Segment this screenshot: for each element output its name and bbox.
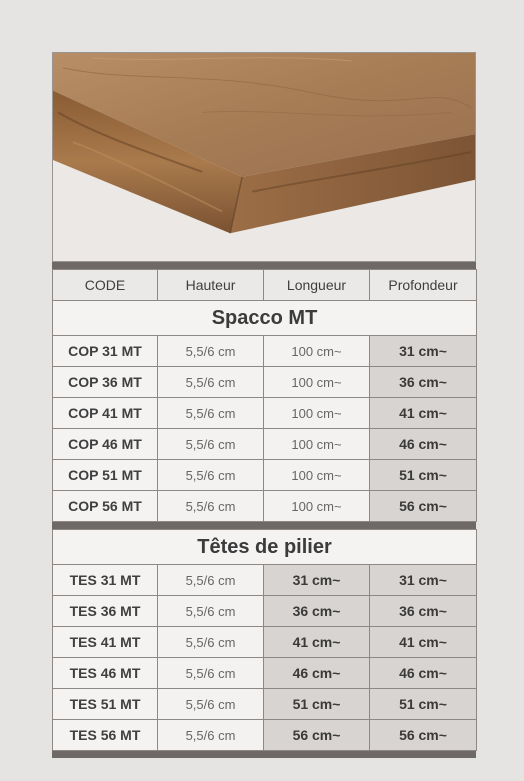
table-row <box>53 429 477 460</box>
cell-code: TES 41 MT <box>53 627 158 658</box>
cell-hauteur: 5,5/6 cm <box>158 720 264 751</box>
cell-code: COP 31 MT <box>53 336 158 367</box>
cell-profondeur: 41 cm~ <box>370 627 477 658</box>
cell-code: COP 41 MT <box>53 398 158 429</box>
dimensions-table-piliers <box>52 529 477 751</box>
cell-longueur: 56 cm~ <box>264 720 370 751</box>
section-header-row <box>53 530 477 565</box>
cell-longueur: 100 cm~ <box>264 336 370 367</box>
column-header-code: CODE <box>53 270 158 301</box>
cell-hauteur: 5,5/6 cm <box>158 627 264 658</box>
section-header-row <box>53 301 477 336</box>
table-row <box>53 627 477 658</box>
cell-profondeur: 31 cm~ <box>370 336 477 367</box>
cell-code: COP 36 MT <box>53 367 158 398</box>
cell-code: TES 51 MT <box>53 689 158 720</box>
divider-band <box>52 751 476 758</box>
table-row <box>53 689 477 720</box>
cell-hauteur: 5,5/6 cm <box>158 491 264 522</box>
divider-band <box>52 262 476 269</box>
cell-profondeur: 36 cm~ <box>370 367 477 398</box>
cell-longueur: 100 cm~ <box>264 398 370 429</box>
cell-profondeur: 51 cm~ <box>370 460 477 491</box>
table-row <box>53 720 477 751</box>
table-row <box>53 491 477 522</box>
table-body <box>53 270 477 522</box>
cell-longueur: 46 cm~ <box>264 658 370 689</box>
table-body <box>53 530 477 751</box>
column-header-hauteur: Hauteur <box>158 270 264 301</box>
cell-longueur: 31 cm~ <box>264 565 370 596</box>
cell-code: TES 31 MT <box>53 565 158 596</box>
divider-band <box>52 522 476 529</box>
table-row <box>53 565 477 596</box>
table-row <box>53 460 477 491</box>
section-title: Têtes de pilier <box>53 530 477 565</box>
cell-profondeur: 46 cm~ <box>370 658 477 689</box>
table-row <box>53 658 477 689</box>
table-row <box>53 336 477 367</box>
cell-profondeur: 36 cm~ <box>370 596 477 627</box>
cell-profondeur: 31 cm~ <box>370 565 477 596</box>
cell-longueur: 36 cm~ <box>264 596 370 627</box>
cell-code: TES 36 MT <box>53 596 158 627</box>
header-row <box>53 270 477 301</box>
cell-hauteur: 5,5/6 cm <box>158 658 264 689</box>
cell-profondeur: 56 cm~ <box>370 491 477 522</box>
cell-profondeur: 51 cm~ <box>370 689 477 720</box>
stone-slab-photo <box>52 52 476 262</box>
column-header-longueur: Longueur <box>264 270 370 301</box>
cell-hauteur: 5,5/6 cm <box>158 367 264 398</box>
cell-longueur: 51 cm~ <box>264 689 370 720</box>
cell-hauteur: 5,5/6 cm <box>158 689 264 720</box>
cell-longueur: 100 cm~ <box>264 429 370 460</box>
cell-code: TES 46 MT <box>53 658 158 689</box>
cell-code: COP 46 MT <box>53 429 158 460</box>
table-row <box>53 398 477 429</box>
cell-hauteur: 5,5/6 cm <box>158 565 264 596</box>
cell-longueur: 100 cm~ <box>264 460 370 491</box>
cell-profondeur: 46 cm~ <box>370 429 477 460</box>
table-row <box>53 596 477 627</box>
table-row <box>53 367 477 398</box>
cell-longueur: 41 cm~ <box>264 627 370 658</box>
cell-hauteur: 5,5/6 cm <box>158 596 264 627</box>
dimensions-table <box>52 269 477 522</box>
section-title: Spacco MT <box>53 301 477 336</box>
column-header-profondeur: Profondeur <box>370 270 477 301</box>
cell-hauteur: 5,5/6 cm <box>158 460 264 491</box>
cell-longueur: 100 cm~ <box>264 367 370 398</box>
product-card <box>52 52 476 758</box>
cell-code: TES 56 MT <box>53 720 158 751</box>
cell-code: COP 56 MT <box>53 491 158 522</box>
cell-profondeur: 41 cm~ <box>370 398 477 429</box>
cell-profondeur: 56 cm~ <box>370 720 477 751</box>
cell-hauteur: 5,5/6 cm <box>158 429 264 460</box>
cell-hauteur: 5,5/6 cm <box>158 398 264 429</box>
cell-longueur: 100 cm~ <box>264 491 370 522</box>
cell-code: COP 51 MT <box>53 460 158 491</box>
cell-hauteur: 5,5/6 cm <box>158 336 264 367</box>
